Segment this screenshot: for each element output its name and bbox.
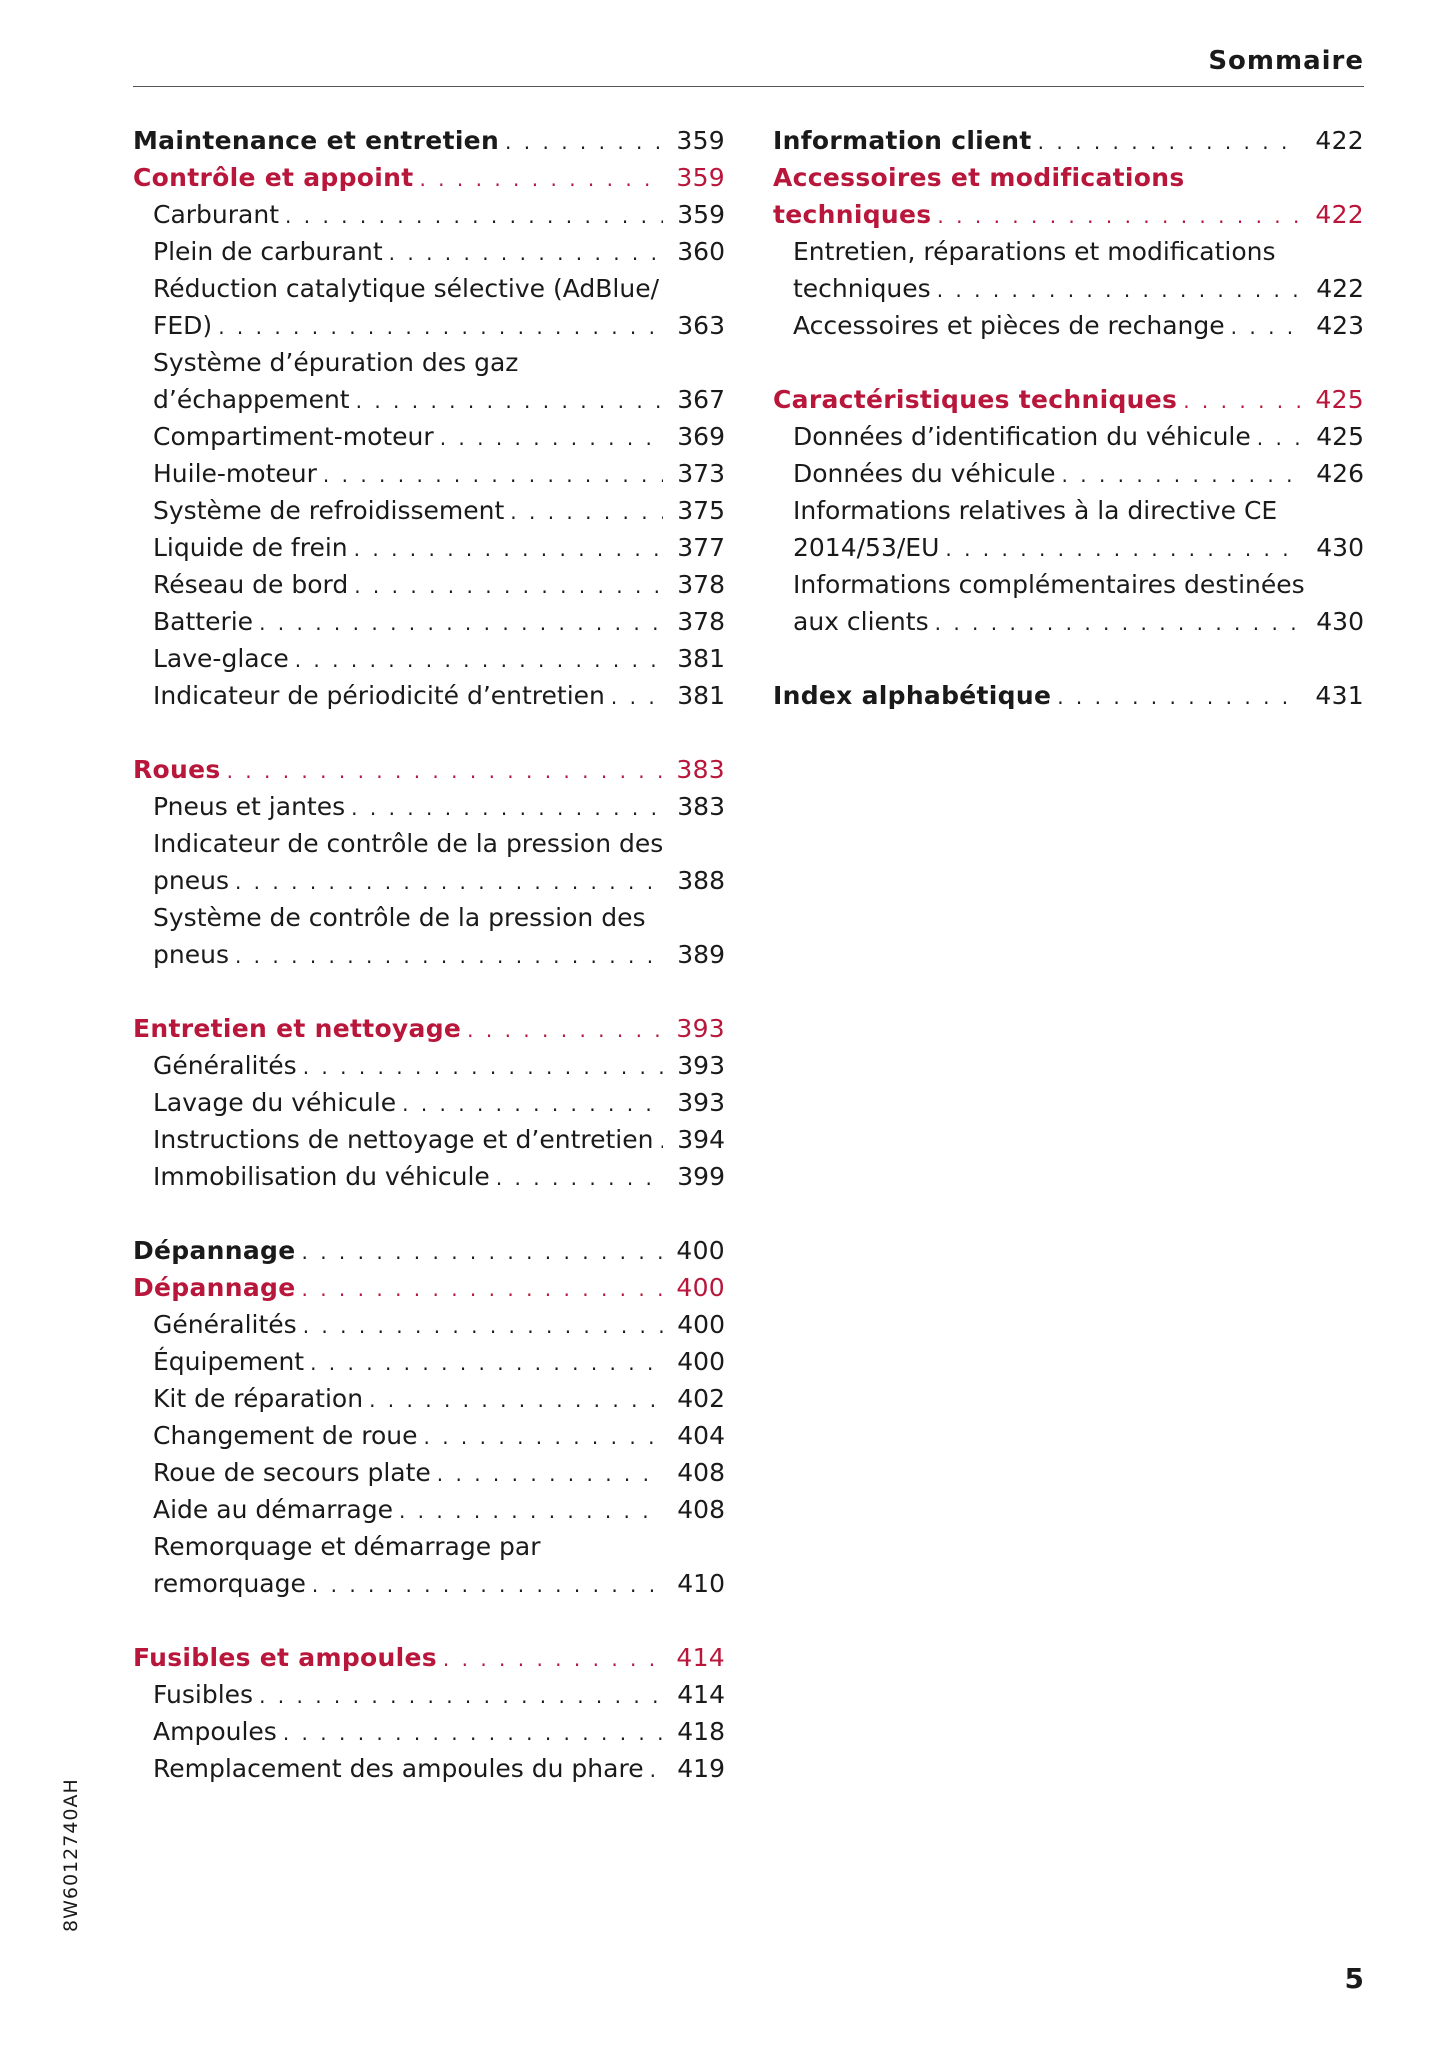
entry-label: Instructions de nettoyage et d’entretien [153, 1125, 654, 1154]
leader-dots [935, 605, 1303, 642]
leader-dots [369, 1382, 663, 1419]
leader-dots [259, 605, 663, 642]
entry-label: Changement de roue [153, 1421, 418, 1450]
toc-sub-entry[interactable] [133, 1343, 725, 1380]
entry-title: Caractéristiques techniques [773, 385, 1178, 414]
entry-page: 404 [677, 1421, 725, 1450]
leader-dots [351, 790, 663, 827]
page-title: Sommaire [1208, 46, 1364, 76]
entry-page: 426 [1316, 459, 1364, 488]
entry-label: Équipement [153, 1347, 305, 1376]
leader-dots [354, 531, 664, 568]
entry-label: Accessoires et pièces de rechange [793, 311, 1225, 340]
leader-dots [310, 1345, 663, 1382]
entry-page: 363 [677, 311, 725, 340]
leader-dots [419, 161, 662, 198]
leader-dots [937, 272, 1303, 309]
entry-page: 430 [1316, 607, 1364, 636]
toc-sub-entry[interactable] [133, 418, 725, 455]
entry-page: 402 [677, 1384, 725, 1413]
leader-dots [312, 1567, 663, 1604]
toc-main-entry[interactable] [773, 677, 1364, 714]
leader-dots [1257, 420, 1303, 457]
toc-sub-entry[interactable] [773, 529, 1364, 566]
entry-page: 422 [1315, 126, 1364, 155]
toc-sub-entry-line1[interactable] [773, 566, 1364, 603]
entry-page: 431 [1315, 681, 1364, 710]
entry-title: Accessoires et modifications [773, 163, 1185, 192]
leader-dots [302, 1271, 663, 1308]
leader-dots [1231, 309, 1303, 346]
entry-page: 383 [676, 755, 725, 784]
entry-label: Indicateur de contrôle de la pression des [153, 829, 664, 858]
entry-label: techniques [793, 274, 931, 303]
entry-page: 375 [677, 496, 725, 525]
entry-label: Immobilisation du véhicule [153, 1162, 490, 1191]
toc-sub-entry[interactable] [133, 1417, 725, 1454]
entry-label: Fusibles [153, 1680, 254, 1709]
leader-dots [659, 1123, 663, 1160]
toc-sub-entry[interactable] [133, 1380, 725, 1417]
entry-label: Réseau de bord [153, 570, 349, 599]
toc-sub-entry[interactable] [133, 1158, 725, 1195]
spacer [133, 1602, 725, 1639]
entry-label: Lave-glace [153, 644, 289, 673]
leader-dots [611, 679, 663, 716]
entry-page: 389 [677, 940, 725, 969]
entry-page: 381 [677, 681, 725, 710]
toc-main-entry[interactable] [773, 122, 1364, 159]
entry-page: 394 [677, 1125, 725, 1154]
entry-page: 399 [677, 1162, 725, 1191]
leader-dots [356, 383, 664, 420]
entry-label: Système d’épuration des gaz [153, 348, 519, 377]
toc-main-entry[interactable] [133, 1232, 725, 1269]
toc-sub-entry[interactable] [133, 1454, 725, 1491]
leader-dots [467, 1012, 662, 1049]
toc-sub-entry-line1[interactable] [133, 1528, 725, 1565]
entry-page: 373 [677, 459, 725, 488]
toc-sub-entry[interactable] [773, 418, 1364, 455]
toc-chapter-entry[interactable] [773, 196, 1364, 233]
entry-label: Ampoules [153, 1717, 277, 1746]
entry-label: Système de refroidissement [153, 496, 505, 525]
page-number: 5 [1344, 1962, 1364, 1995]
entry-label: Système de contrôle de la pression des [153, 903, 646, 932]
entry-page: 383 [677, 792, 725, 821]
entry-page: 367 [677, 385, 725, 414]
entry-label: Remplacement des ampoules du phare [153, 1754, 644, 1783]
header-divider [133, 86, 1364, 87]
entry-page: 400 [676, 1273, 725, 1302]
entry-label: Liquide de frein [153, 533, 348, 562]
toc-sub-entry-line1[interactable] [773, 492, 1364, 529]
entry-title: Contrôle et appoint [133, 163, 414, 192]
leader-dots [399, 1493, 663, 1530]
entry-page: 378 [677, 570, 725, 599]
toc-sub-entry[interactable] [773, 455, 1364, 492]
entry-label: Pneus et jantes [153, 792, 346, 821]
entry-label: Données du véhicule [793, 459, 1056, 488]
spacer [133, 1195, 725, 1232]
entry-label: Remorquage et démarrage par [153, 1532, 541, 1561]
entry-page: 359 [676, 163, 725, 192]
entry-page: 400 [676, 1236, 725, 1265]
spacer [133, 714, 725, 751]
toc-sub-entry[interactable] [133, 196, 725, 233]
toc-sub-entry[interactable] [773, 603, 1364, 640]
entry-title: Fusibles et ampoules [133, 1643, 437, 1672]
entry-page: 418 [677, 1717, 725, 1746]
leader-dots [496, 1160, 663, 1197]
entry-page: 388 [677, 866, 725, 895]
entry-page: 381 [677, 644, 725, 673]
spacer [773, 344, 1364, 381]
entry-label: Informations relatives à la directive CE [793, 496, 1278, 525]
toc-chapter-entry[interactable] [133, 1639, 725, 1676]
entry-page: 408 [677, 1495, 725, 1524]
entry-label: FED) [153, 311, 213, 340]
entry-title: Roues [133, 755, 221, 784]
entry-title: techniques [773, 200, 932, 229]
leader-dots [437, 1456, 664, 1493]
toc-sub-entry[interactable] [133, 381, 725, 418]
entry-label: Kit de réparation [153, 1384, 364, 1413]
leader-dots [1062, 457, 1303, 494]
entry-page: 408 [677, 1458, 725, 1487]
toc-sub-entry[interactable] [133, 1084, 725, 1121]
toc-right-column [773, 122, 1364, 714]
toc-sub-entry[interactable] [133, 492, 725, 529]
toc-main-entry[interactable] [133, 122, 725, 159]
leader-dots [505, 124, 662, 161]
entry-label: Plein de carburant [153, 237, 383, 266]
entry-label: remorquage [153, 1569, 306, 1598]
leader-dots [235, 938, 663, 975]
toc-sub-entry[interactable] [133, 788, 725, 825]
leader-dots [295, 642, 664, 679]
entry-label: aux clients [793, 607, 929, 636]
entry-page: 369 [677, 422, 725, 451]
toc-chapter-entry-line1[interactable] [773, 159, 1364, 196]
entry-label: pneus [153, 940, 229, 969]
toc-sub-entry[interactable] [773, 270, 1364, 307]
leader-dots [1038, 124, 1302, 161]
toc-sub-entry[interactable] [133, 1565, 725, 1602]
leader-dots [1183, 383, 1301, 420]
leader-dots [235, 864, 663, 901]
leader-dots [650, 1752, 664, 1789]
entry-page: 360 [677, 237, 725, 266]
entry-label: 2014/53/EU [793, 533, 940, 562]
entry-label: pneus [153, 866, 229, 895]
leader-dots [937, 198, 1301, 235]
toc-sub-entry[interactable] [133, 1750, 725, 1787]
toc-sub-entry[interactable] [133, 1306, 725, 1343]
toc-left-column [133, 122, 725, 1787]
entry-label: Réduction catalytique sélective (AdBlue/ [153, 274, 660, 303]
entry-page: 419 [677, 1754, 725, 1783]
leader-dots [1057, 679, 1301, 716]
toc-sub-entry[interactable] [133, 677, 725, 714]
entry-page: 430 [1316, 533, 1364, 562]
entry-title: Dépannage [133, 1273, 296, 1302]
entry-page: 400 [677, 1310, 725, 1339]
entry-label: Informations complémentaires destinées [793, 570, 1305, 599]
document-code: 8W6012740AH [60, 1778, 82, 1932]
toc-sub-entry[interactable] [133, 1676, 725, 1713]
entry-title: Maintenance et entretien [133, 126, 500, 155]
leader-dots [945, 531, 1302, 568]
toc-sub-entry-line1[interactable] [773, 233, 1364, 270]
toc-sub-entry[interactable] [133, 936, 725, 973]
toc-sub-entry-line1[interactable] [133, 899, 725, 936]
leader-dots [218, 309, 663, 346]
toc-sub-entry[interactable] [133, 862, 725, 899]
toc-sub-entry[interactable] [133, 529, 725, 566]
entry-label: Indicateur de périodicité d’entretien [153, 681, 605, 710]
leader-dots [440, 420, 664, 457]
entry-label: Carburant [153, 200, 280, 229]
entry-label: Aide au démarrage [153, 1495, 393, 1524]
toc-sub-entry[interactable] [133, 1047, 725, 1084]
leader-dots [402, 1086, 663, 1123]
entry-page: 359 [676, 126, 725, 155]
entry-page: 410 [677, 1569, 725, 1598]
leader-dots [259, 1678, 663, 1715]
entry-page: 359 [677, 200, 725, 229]
toc-sub-entry-line1[interactable] [133, 270, 725, 307]
leader-dots [303, 1049, 664, 1086]
entry-label: d’échappement [153, 385, 350, 414]
entry-label: Données d’identification du véhicule [793, 422, 1251, 451]
toc-sub-entry[interactable] [133, 307, 725, 344]
toc-sub-entry[interactable] [133, 1121, 725, 1158]
toc-chapter-entry[interactable] [133, 751, 725, 788]
leader-dots [285, 198, 663, 235]
toc-sub-entry-line1[interactable] [133, 344, 725, 381]
entry-page: 378 [677, 607, 725, 636]
entry-title: Index alphabétique [773, 681, 1052, 710]
leader-dots [227, 753, 663, 790]
entry-page: 377 [677, 533, 725, 562]
leader-dots [510, 494, 663, 531]
toc-sub-entry[interactable] [133, 566, 725, 603]
entry-label: Huile-moteur [153, 459, 317, 488]
entry-page: 422 [1315, 200, 1364, 229]
toc-chapter-entry[interactable] [133, 159, 725, 196]
entry-label: Roue de secours plate [153, 1458, 431, 1487]
entry-page: 422 [1316, 274, 1364, 303]
entry-label: Batterie [153, 607, 254, 636]
toc-sub-entry[interactable] [133, 1713, 725, 1750]
leader-dots [424, 1419, 664, 1456]
leader-dots [302, 1234, 663, 1271]
leader-dots [443, 1641, 662, 1678]
entry-page: 393 [677, 1088, 725, 1117]
leader-dots [354, 568, 663, 605]
toc-chapter-entry[interactable] [773, 381, 1364, 418]
spacer [773, 640, 1364, 677]
toc-sub-entry[interactable] [133, 640, 725, 677]
toc-sub-entry-line1[interactable] [133, 825, 725, 862]
entry-page: 393 [676, 1014, 725, 1043]
entry-page: 414 [676, 1643, 725, 1672]
toc-sub-entry[interactable] [133, 233, 725, 270]
entry-label: Lavage du véhicule [153, 1088, 397, 1117]
entry-label: Généralités [153, 1310, 297, 1339]
toc-sub-entry[interactable] [133, 455, 725, 492]
entry-page: 400 [677, 1347, 725, 1376]
leader-dots [303, 1308, 664, 1345]
entry-label: Généralités [153, 1051, 297, 1080]
entry-page: 414 [677, 1680, 725, 1709]
entry-page: 425 [1316, 422, 1364, 451]
toc-sub-entry[interactable] [133, 1491, 725, 1528]
entry-page: 393 [677, 1051, 725, 1080]
leader-dots [283, 1715, 663, 1752]
toc-chapter-entry[interactable] [133, 1010, 725, 1047]
entry-title: Information client [773, 126, 1032, 155]
entry-label: Compartiment-moteur [153, 422, 434, 451]
leader-dots [389, 235, 664, 272]
entry-page: 423 [1316, 311, 1364, 340]
spacer [133, 973, 725, 1010]
entry-page: 425 [1315, 385, 1364, 414]
toc-chapter-entry[interactable] [133, 1269, 725, 1306]
entry-label: Entretien, réparations et modifications [793, 237, 1276, 266]
entry-title: Entretien et nettoyage [133, 1014, 462, 1043]
toc-sub-entry[interactable] [133, 603, 725, 640]
entry-title: Dépannage [133, 1236, 296, 1265]
leader-dots [323, 457, 663, 494]
toc-sub-entry[interactable] [773, 307, 1364, 344]
